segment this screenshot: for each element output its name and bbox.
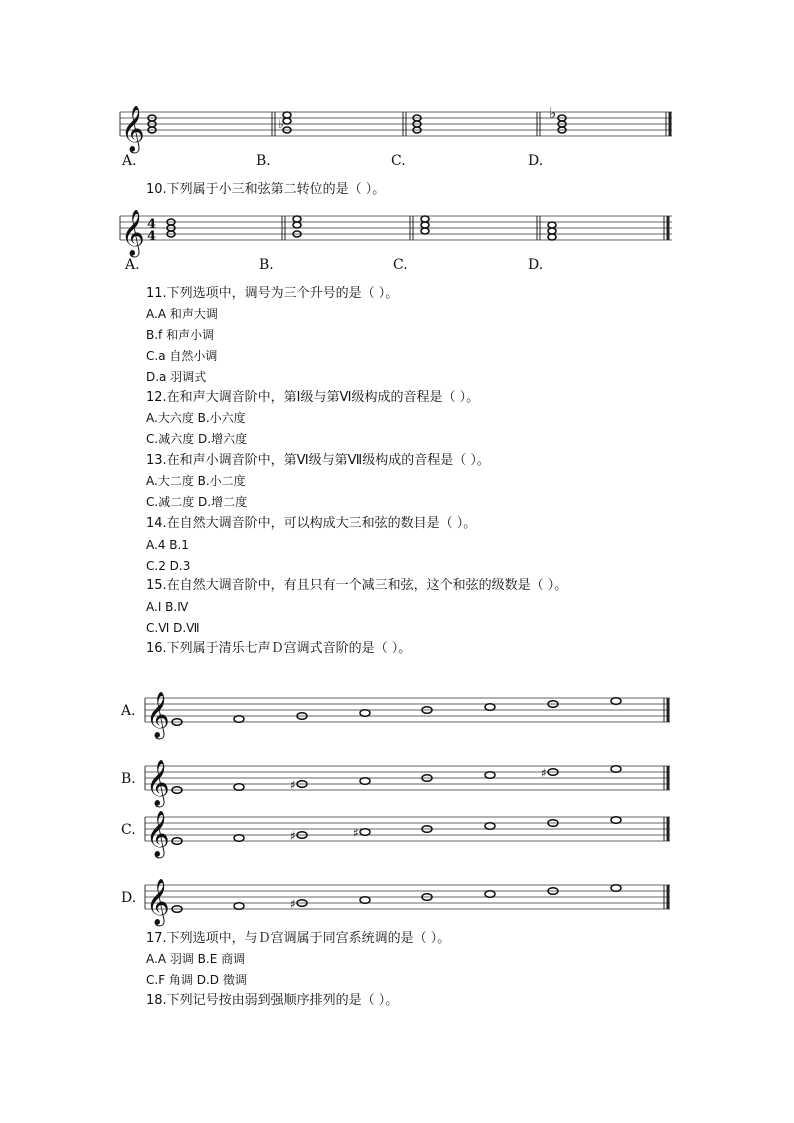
q10-label-b: B. bbox=[259, 257, 274, 273]
q10-label-a: A. bbox=[125, 257, 140, 273]
q11-option-a: A.A 和声大调 bbox=[146, 307, 218, 321]
question-10: 10.下列属于小三和弦第二转位的是（ ）。 bbox=[146, 182, 386, 197]
fig1-label-a: A. bbox=[122, 153, 137, 169]
note bbox=[611, 698, 621, 705]
note bbox=[611, 766, 621, 773]
fig1-label-b: B. bbox=[256, 153, 271, 169]
note bbox=[360, 778, 370, 785]
note bbox=[485, 772, 495, 779]
fig1-label-d: D. bbox=[528, 153, 544, 169]
fig1-label-c: C. bbox=[391, 153, 406, 169]
sharp-icon: ♯ bbox=[290, 829, 296, 843]
sharp-icon: ♯ bbox=[290, 897, 296, 911]
flat-icon: ♭ bbox=[549, 104, 557, 122]
note bbox=[234, 784, 244, 791]
q13-options-ab: A.大二度 B.小二度 bbox=[146, 474, 246, 488]
q16-label-b: B. bbox=[121, 771, 136, 787]
time-signature-bottom: 4 bbox=[147, 229, 157, 244]
sharp-icon: ♯ bbox=[541, 766, 547, 780]
q11-option-b: B.f 和声小调 bbox=[146, 328, 215, 342]
q14-options-ab: A.4 B.1 bbox=[146, 538, 189, 552]
treble-clef-icon: 𝄞 bbox=[146, 811, 170, 857]
note bbox=[234, 903, 244, 910]
question-11: 11.下列选项中，调号为三个升号的是（ ）。 bbox=[146, 286, 399, 301]
question-12: 12.在和声大调音阶中，第Ⅰ级与第Ⅵ级构成的音程是（ ）。 bbox=[146, 390, 480, 405]
note bbox=[485, 704, 495, 711]
note bbox=[360, 710, 370, 717]
question-16: 16.下列属于清乐七声Ｄ宫调式音阶的是（ ）。 bbox=[146, 641, 412, 656]
question-13: 13.在和声小调音阶中，第Ⅵ级与第Ⅶ级构成的音程是（ ）。 bbox=[146, 453, 490, 468]
question-18: 18.下列记号按由弱到强顺序排列的是（ ）。 bbox=[146, 993, 399, 1008]
note bbox=[611, 817, 621, 824]
note bbox=[485, 891, 495, 898]
note bbox=[360, 897, 370, 904]
q11-option-c: C.a 自然小调 bbox=[146, 349, 218, 363]
q17-options-cd: C.F 角调 D.D 徵调 bbox=[146, 973, 247, 987]
q12-options-cd: C.减六度 D.增六度 bbox=[146, 432, 248, 446]
q16-label-c: C. bbox=[121, 822, 136, 838]
sharp-icon: ♯ bbox=[290, 778, 296, 792]
q16-label-a: A. bbox=[121, 703, 136, 719]
scale-staff-b bbox=[145, 760, 670, 808]
treble-clef-icon: 𝄞 bbox=[146, 692, 170, 738]
q16-label-d: D. bbox=[121, 890, 137, 906]
flat-icon: ♭ bbox=[278, 117, 284, 131]
q10-label-d: D. bbox=[528, 257, 544, 273]
note bbox=[234, 835, 244, 842]
note bbox=[611, 885, 621, 892]
scale-staff-d bbox=[145, 879, 670, 927]
q15-options-cd: C.Ⅵ D.Ⅶ bbox=[146, 621, 200, 635]
scale-staff-a bbox=[145, 692, 670, 740]
treble-clef-icon: 𝄞 bbox=[121, 106, 145, 152]
q10-label-c: C. bbox=[393, 257, 408, 273]
treble-clef-icon: 𝄞 bbox=[146, 760, 170, 806]
sharp-icon: ♯ bbox=[353, 826, 359, 840]
treble-clef-icon: 𝄞 bbox=[121, 210, 145, 256]
q14-options-cd: C.2 D.3 bbox=[146, 559, 191, 573]
q15-options-ab: A.Ⅰ B.Ⅳ bbox=[146, 600, 189, 614]
q13-options-cd: C.减二度 D.增二度 bbox=[146, 495, 248, 509]
question-14: 14.在自然大调音阶中，可以构成大三和弦的数目是（ ）。 bbox=[146, 516, 477, 531]
question-15: 15.在自然大调音阶中，有且只有一个减三和弦，这个和弦的级数是（ ）。 bbox=[146, 578, 568, 593]
time-signature-top: 4 bbox=[147, 217, 157, 232]
note bbox=[234, 716, 244, 723]
q12-options-ab: A.大六度 B.小六度 bbox=[146, 411, 246, 425]
treble-clef-icon: 𝄞 bbox=[146, 879, 170, 925]
scale-staff-c bbox=[145, 811, 670, 859]
question-17: 17.下列选项中，与Ｄ宫调属于同宫系统调的是（ ）。 bbox=[146, 931, 451, 946]
note bbox=[360, 829, 370, 836]
q17-options-ab: A.A 羽调 B.E 商调 bbox=[146, 952, 246, 966]
q11-option-d: D.a 羽调式 bbox=[146, 370, 207, 384]
note bbox=[485, 823, 495, 830]
